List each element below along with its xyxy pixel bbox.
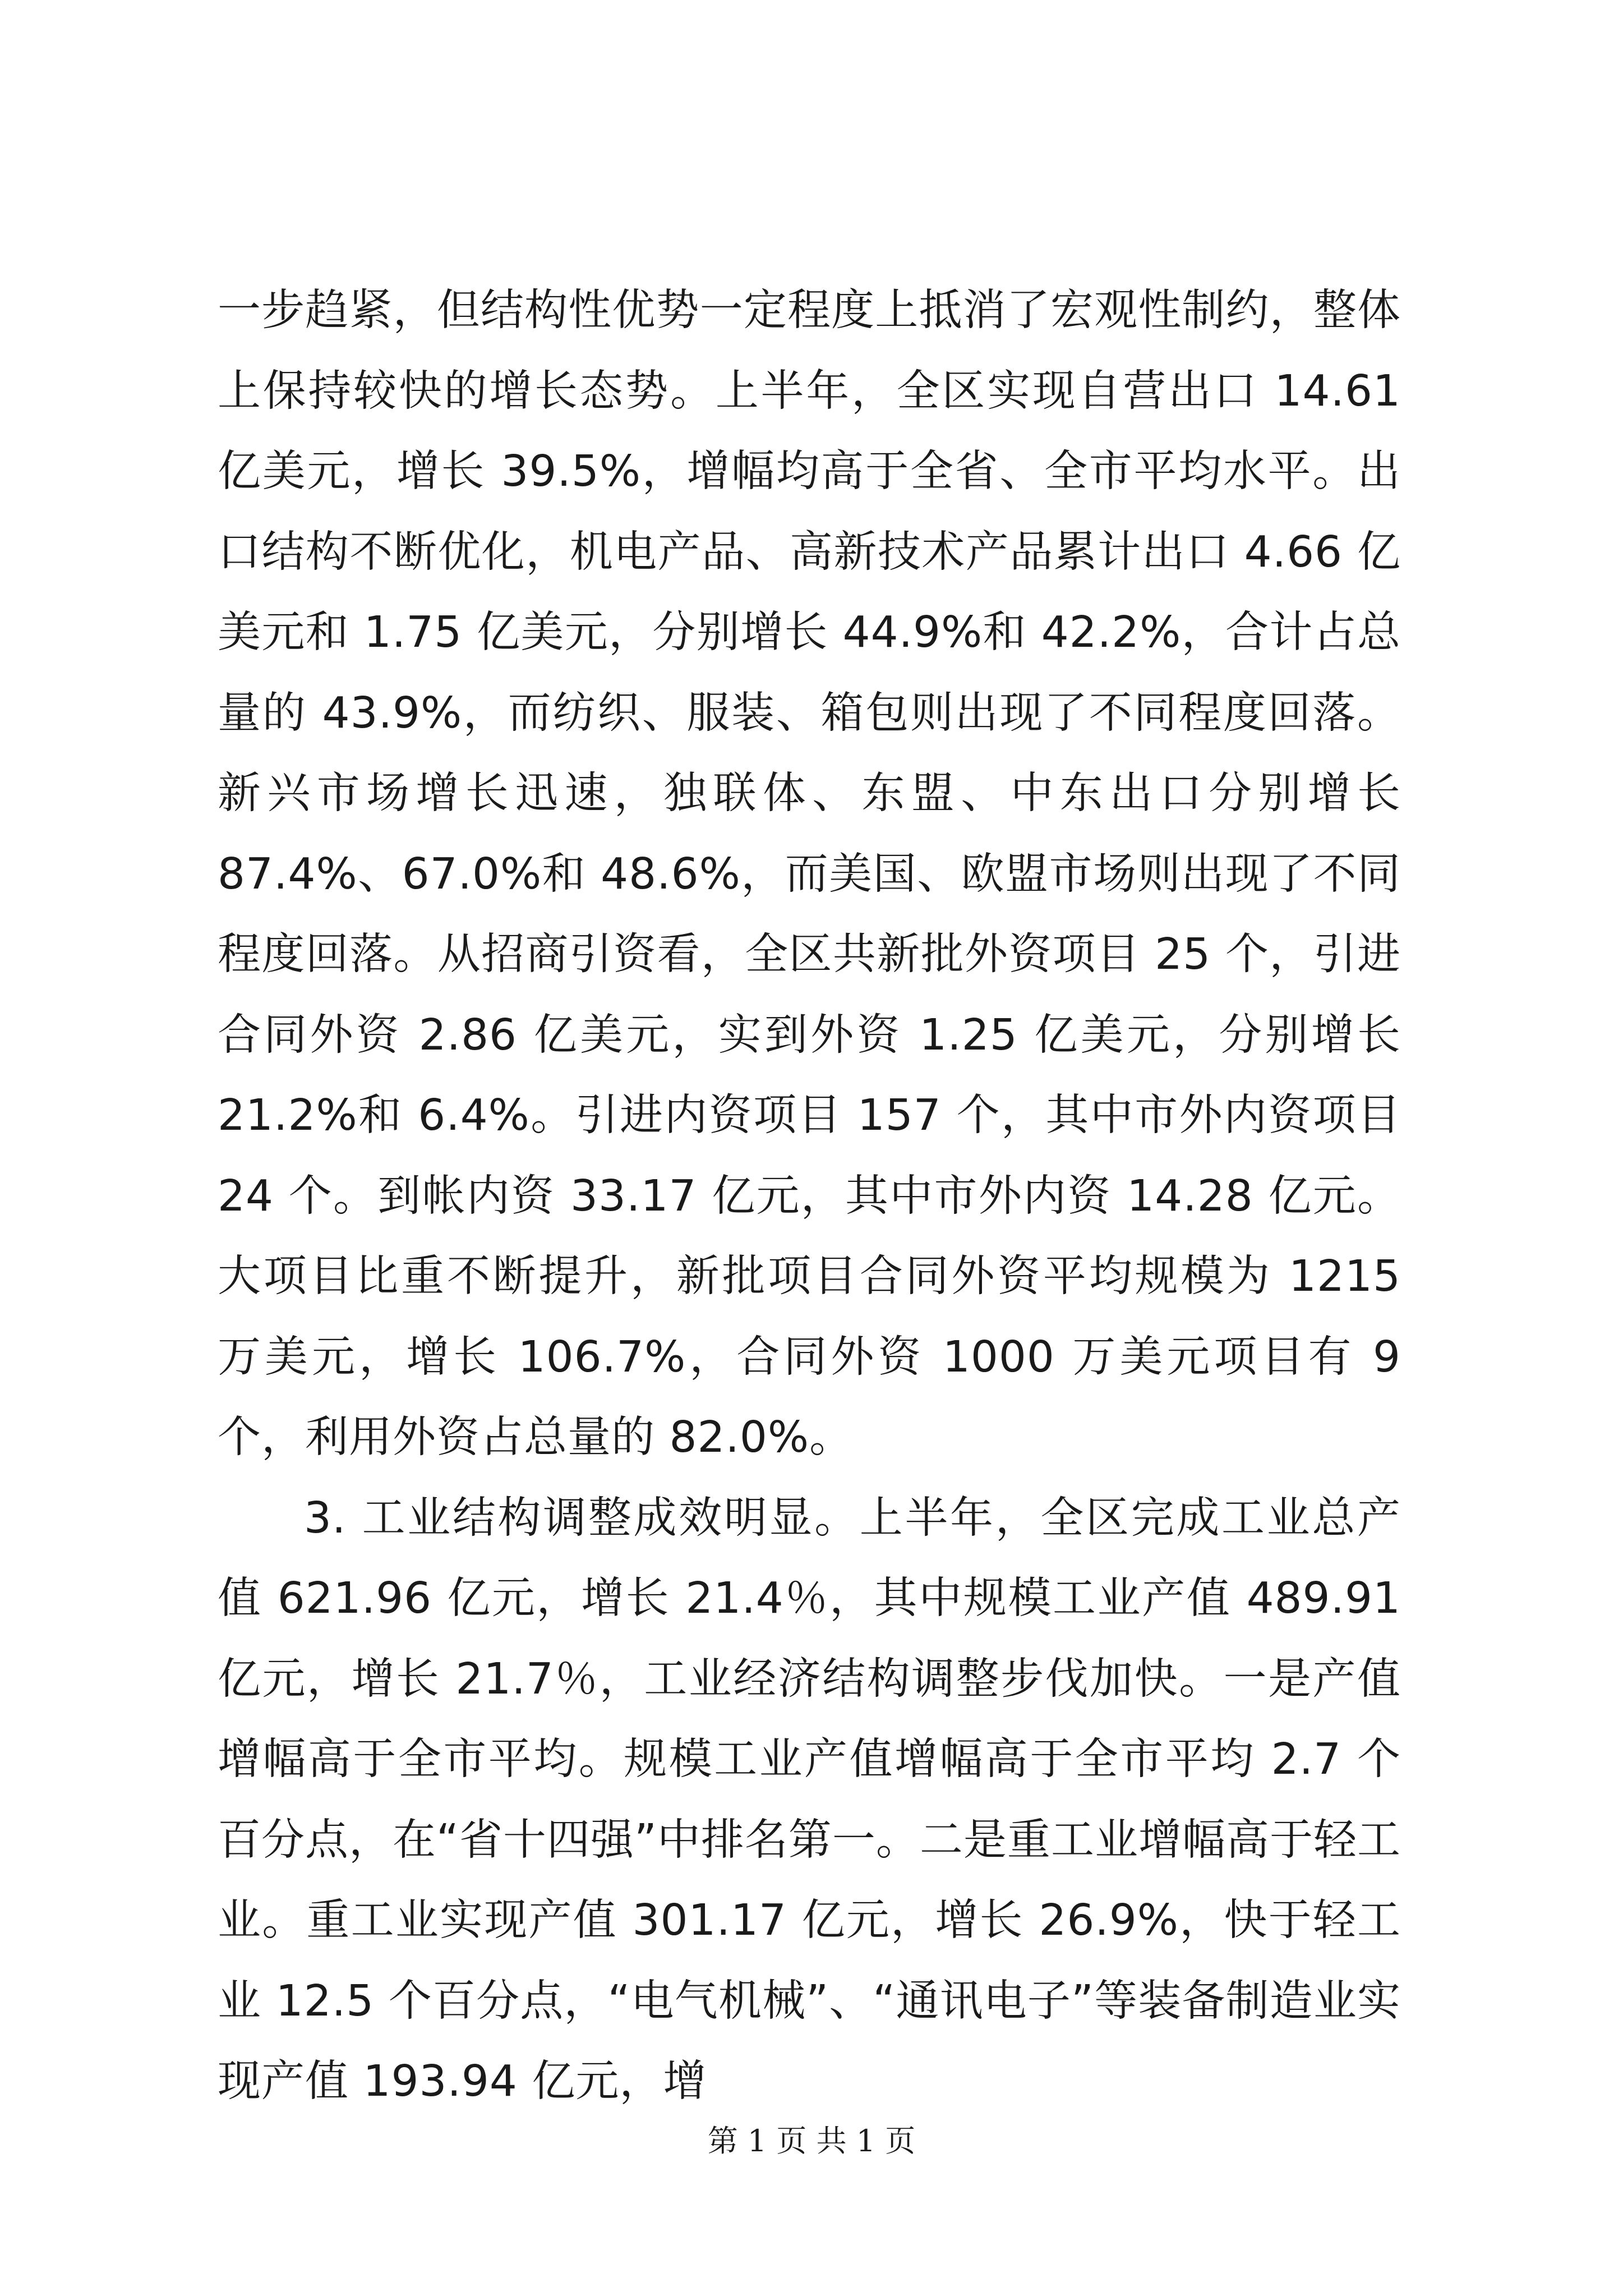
paragraph-trade-investment: 一步趋紧，但结构性优势一定程度上抵消了宏观性制约，整体上保持较快的增长态势。上半年，全区实现自营出口 14.61 亿美元，增长 39.5%，增幅均高于全省、全市平均水平。出口结构不断优化，机电产品、高新技术产品累计出口 4.66 亿美元和 1.75 亿美元，分别增长 44.9%和 42.2%，合计占总量的 43.9%，而纺织、服装、箱包则出现了不同程度回落。新兴市场增长迅速，独联体、东盟、中东出口分别增长 87.4%、67.0%和 48.6%，而美国、欧盟市场则出现了不同程度回落。从招商引资看，全区共新批外资项目 25 个，引进合同外资 2.86 亿美元，实到外资 1.25 亿美元，分别增长 21.2%和 6.4%。引进内资项目 157 个，其中市外内资项目 24 个。到帐内资 33.17 亿元，其中市外内资 14.28 亿元。大项目比重不断提升，新批项目合同外资平均规模为 1215 万美元，增长 106.7%，合同外资 1000 万美元项目有 9 个，利用外资占总量的 82.0%。	[218, 286, 1401, 1462]
page-footer: 第 1 页 共 1 页	[707, 2123, 916, 2159]
paragraph-industrial-structure: 3. 工业结构调整成效明显。上半年，全区完成工业总产值 621.96 亿元，增长 21.4％，其中规模工业产值 489.91 亿元，增长 21.7％，工业经济结构调整步伐加快。一是产值增幅高于全市平均。规模工业产值增幅高于全市平均 2.7 个百分点，在“省十四强”中排名第一。二是重工业增幅高于轻工业。重工业实现产值 301.17 亿元，增长 26.9%，快于轻工业 12.5 个百分点，“电气机械”、“通讯电子”等装备制造业实现产值 193.94 亿元，增	[218, 1493, 1401, 2106]
document-body	[218, 270, 1401, 2122]
